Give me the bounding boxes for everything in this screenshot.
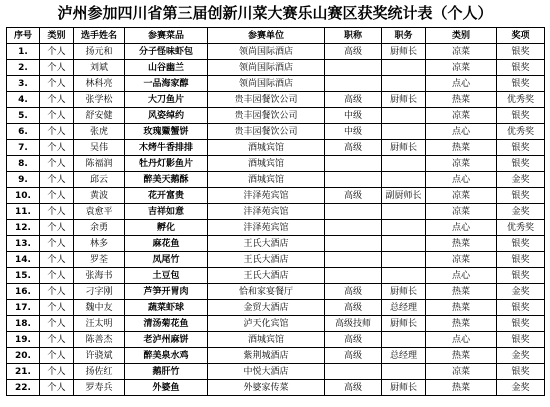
job-title-cell: [325, 220, 382, 236]
award-cell: 银奖: [497, 316, 545, 332]
dish-name-cell: 山谷幽兰: [125, 60, 208, 76]
table-row: [7, 124, 545, 140]
contestant-name-cell: 陈福润: [74, 156, 125, 172]
table-row: [7, 140, 545, 156]
position-cell: 厨师长: [382, 380, 426, 396]
row-number-cell: 9.: [7, 172, 40, 188]
job-title-cell: 高级: [325, 92, 382, 108]
entrant-unit-cell: 外婆家传菜: [208, 380, 325, 396]
row-number-cell: 13.: [7, 236, 40, 252]
job-title-cell: 中级: [325, 124, 382, 140]
entry-type-cell: 个人: [40, 252, 74, 268]
award-cell: 银奖: [497, 364, 545, 380]
job-title-cell: [325, 156, 382, 172]
dish-category-cell: 点心: [426, 268, 497, 284]
dish-category-cell: 点心: [426, 124, 497, 140]
entry-type-cell: 个人: [40, 172, 74, 188]
dish-category-cell: 点心: [426, 332, 497, 348]
dish-name-cell: 玫瑰鱀蟹饼: [125, 124, 208, 140]
job-title-cell: 高级: [325, 348, 382, 364]
dish-name-cell: 醉美泉水鸡: [125, 348, 208, 364]
row-number-cell: 17.: [7, 300, 40, 316]
header-cell-duty: 职务: [382, 28, 426, 44]
contestant-name-cell: 邱云: [74, 172, 125, 188]
contestant-name-cell: 刘斌: [74, 60, 125, 76]
award-cell: 银奖: [497, 156, 545, 172]
table-row: [7, 268, 545, 284]
entrant-unit-cell: 沣泽苑宾馆: [208, 188, 325, 204]
entry-type-cell: 个人: [40, 316, 74, 332]
entrant-unit-cell: 沣泽苑宾馆: [208, 204, 325, 220]
position-cell: [382, 364, 426, 380]
entrant-unit-cell: 沣泽苑宾馆: [208, 220, 325, 236]
entry-type-cell: 个人: [40, 380, 74, 396]
awards-table: [6, 27, 545, 396]
row-number-cell: 4.: [7, 92, 40, 108]
position-cell: 厨师长: [382, 44, 426, 60]
award-cell: 银奖: [497, 188, 545, 204]
job-title-cell: [325, 268, 382, 284]
position-cell: [382, 60, 426, 76]
entrant-unit-cell: 贵丰园餐饮公司: [208, 108, 325, 124]
position-cell: 副厨师长: [382, 188, 426, 204]
entry-type-cell: 个人: [40, 92, 74, 108]
header-cell-title: 职称: [325, 28, 382, 44]
award-cell: 银奖: [497, 108, 545, 124]
award-cell: 银奖: [497, 252, 545, 268]
table-row: [7, 204, 545, 220]
job-title-cell: [325, 364, 382, 380]
contestant-name-cell: 扬佐红: [74, 364, 125, 380]
contestant-name-cell: 林科亮: [74, 76, 125, 92]
row-number-cell: 16.: [7, 284, 40, 300]
entrant-unit-cell: 金贸大酒店: [208, 300, 325, 316]
row-number-cell: 3.: [7, 76, 40, 92]
job-title-cell: 中级: [325, 108, 382, 124]
entrant-unit-cell: 领尚国际酒店: [208, 60, 325, 76]
position-cell: 厨师长: [382, 316, 426, 332]
entrant-unit-cell: 贵丰园餐饮公司: [208, 124, 325, 140]
row-number-cell: 15.: [7, 268, 40, 284]
entrant-unit-cell: 领尚国际酒店: [208, 44, 325, 60]
job-title-cell: [325, 76, 382, 92]
header-cell-category: 类别: [426, 28, 497, 44]
contestant-name-cell: 罗寿兵: [74, 380, 125, 396]
contestant-name-cell: 张学松: [74, 92, 125, 108]
dish-category-cell: 凉菜: [426, 364, 497, 380]
entry-type-cell: 个人: [40, 236, 74, 252]
contestant-name-cell: 罗荃: [74, 252, 125, 268]
row-number-cell: 20.: [7, 348, 40, 364]
entry-type-cell: 个人: [40, 268, 74, 284]
table-row: [7, 380, 545, 396]
job-title-cell: 高级: [325, 284, 382, 300]
position-cell: [382, 156, 426, 172]
table-row: [7, 252, 545, 268]
award-cell: 银奖: [497, 332, 545, 348]
dish-category-cell: 热菜: [426, 300, 497, 316]
position-cell: [382, 236, 426, 252]
entrant-unit-cell: 恰和家宴餐厅: [208, 284, 325, 300]
table-body: [7, 44, 545, 396]
header-cell-dish: 参赛菜品: [125, 28, 208, 44]
dish-name-cell: 外婆鱼: [125, 380, 208, 396]
entrant-unit-cell: 酒城宾馆: [208, 332, 325, 348]
contestant-name-cell: 陈善杰: [74, 332, 125, 348]
dish-name-cell: 老泸州麻饼: [125, 332, 208, 348]
entrant-unit-cell: 领尚国际酒店: [208, 76, 325, 92]
dish-category-cell: 凉菜: [426, 188, 497, 204]
table-row: [7, 236, 545, 252]
entry-type-cell: 个人: [40, 348, 74, 364]
award-cell: 银奖: [497, 60, 545, 76]
header-cell-award: 奖项: [497, 28, 545, 44]
dish-name-cell: 孵化: [125, 220, 208, 236]
table-row: [7, 156, 545, 172]
row-number-cell: 19.: [7, 332, 40, 348]
table-row: [7, 92, 545, 108]
entry-type-cell: 个人: [40, 204, 74, 220]
row-number-cell: 1.: [7, 44, 40, 60]
contestant-name-cell: 袁愈平: [74, 204, 125, 220]
table-row: [7, 348, 545, 364]
contestant-name-cell: 舒安健: [74, 108, 125, 124]
entrant-unit-cell: 贵丰园餐饮公司: [208, 92, 325, 108]
position-cell: 厨师长: [382, 284, 426, 300]
contestant-name-cell: 黄波: [74, 188, 125, 204]
row-number-cell: 14.: [7, 252, 40, 268]
dish-name-cell: 芦笋开胃肉: [125, 284, 208, 300]
header-cell-type: 类别: [40, 28, 74, 44]
dish-category-cell: 凉菜: [426, 204, 497, 220]
entry-type-cell: 个人: [40, 60, 74, 76]
position-cell: [382, 76, 426, 92]
dish-category-cell: 热菜: [426, 236, 497, 252]
job-title-cell: 高级: [325, 44, 382, 60]
award-cell: 银奖: [497, 44, 545, 60]
table-row: [7, 332, 545, 348]
award-cell: 金奖: [497, 204, 545, 220]
award-cell: 银奖: [497, 300, 545, 316]
header-row: [7, 28, 545, 44]
row-number-cell: 10.: [7, 188, 40, 204]
entrant-unit-cell: 泸天化宾馆: [208, 316, 325, 332]
row-number-cell: 7.: [7, 140, 40, 156]
dish-category-cell: 凉菜: [426, 252, 497, 268]
award-cell: 金奖: [497, 284, 545, 300]
entry-type-cell: 个人: [40, 284, 74, 300]
position-cell: 厨师长: [382, 140, 426, 156]
job-title-cell: 高级: [325, 188, 382, 204]
contestant-name-cell: 魏中友: [74, 300, 125, 316]
dish-name-cell: 醉美天鹅酥: [125, 172, 208, 188]
entry-type-cell: 个人: [40, 332, 74, 348]
job-title-cell: 高级技师: [325, 316, 382, 332]
job-title-cell: 高级: [325, 140, 382, 156]
table-row: [7, 44, 545, 60]
job-title-cell: [325, 204, 382, 220]
row-number-cell: 5.: [7, 108, 40, 124]
position-cell: [382, 124, 426, 140]
position-cell: [382, 172, 426, 188]
row-number-cell: 2.: [7, 60, 40, 76]
dish-name-cell: 分子怪味虾包: [125, 44, 208, 60]
award-cell: 银奖: [497, 268, 545, 284]
award-cell: 优秀奖: [497, 124, 545, 140]
dish-name-cell: 麻花鱼: [125, 236, 208, 252]
award-cell: 优秀奖: [497, 92, 545, 108]
header-cell-name: 选手姓名: [74, 28, 125, 44]
entrant-unit-cell: 王氏大酒店: [208, 268, 325, 284]
table-row: [7, 172, 545, 188]
award-cell: 银奖: [497, 236, 545, 252]
job-title-cell: [325, 236, 382, 252]
dish-category-cell: 热菜: [426, 284, 497, 300]
table-row: [7, 316, 545, 332]
row-number-cell: 22.: [7, 380, 40, 396]
position-cell: [382, 108, 426, 124]
dish-category-cell: 热菜: [426, 140, 497, 156]
contestant-name-cell: 吴伟: [74, 140, 125, 156]
dish-name-cell: 土豆包: [125, 268, 208, 284]
dish-name-cell: 吉祥如意: [125, 204, 208, 220]
job-title-cell: [325, 172, 382, 188]
job-title-cell: 高级: [325, 332, 382, 348]
dish-name-cell: 鹅肝竹: [125, 364, 208, 380]
position-cell: [382, 332, 426, 348]
table-row: [7, 76, 545, 92]
entry-type-cell: 个人: [40, 364, 74, 380]
contestant-name-cell: 许骁斌: [74, 348, 125, 364]
table-row: [7, 364, 545, 380]
dish-category-cell: 凉菜: [426, 108, 497, 124]
row-number-cell: 11.: [7, 204, 40, 220]
dish-category-cell: 凉菜: [426, 44, 497, 60]
dish-name-cell: 一品海家醇: [125, 76, 208, 92]
dish-category-cell: 点心: [426, 172, 497, 188]
entry-type-cell: 个人: [40, 140, 74, 156]
dish-category-cell: 热菜: [426, 380, 497, 396]
award-cell: 优秀奖: [497, 220, 545, 236]
contestant-name-cell: 张海书: [74, 268, 125, 284]
job-title-cell: [325, 252, 382, 268]
entry-type-cell: 个人: [40, 156, 74, 172]
entrant-unit-cell: 王氏大酒店: [208, 236, 325, 252]
dish-name-cell: 清汤菊花鱼: [125, 316, 208, 332]
award-cell: 银奖: [497, 140, 545, 156]
row-number-cell: 21.: [7, 364, 40, 380]
row-number-cell: 8.: [7, 156, 40, 172]
dish-name-cell: 风姿绰约: [125, 108, 208, 124]
job-title-cell: 高级: [325, 380, 382, 396]
entry-type-cell: 个人: [40, 300, 74, 316]
dish-category-cell: 凉菜: [426, 156, 497, 172]
position-cell: [382, 268, 426, 284]
document-title: 泸州参加四川省第三届创新川菜大赛乐山赛区获奖统计表（个人）: [57, 4, 493, 22]
table-row: [7, 60, 545, 76]
contestant-name-cell: 刁字刚: [74, 284, 125, 300]
entry-type-cell: 个人: [40, 188, 74, 204]
dish-name-cell: 牡丹灯影鱼片: [125, 156, 208, 172]
entrant-unit-cell: 紫荆城酒店: [208, 348, 325, 364]
row-number-cell: 6.: [7, 124, 40, 140]
entry-type-cell: 个人: [40, 76, 74, 92]
position-cell: [382, 204, 426, 220]
award-cell: 金奖: [497, 380, 545, 396]
award-cell: 金奖: [497, 172, 545, 188]
position-cell: 厨师长: [382, 92, 426, 108]
position-cell: 总经理: [382, 300, 426, 316]
table-row: [7, 188, 545, 204]
dish-category-cell: 凉菜: [426, 60, 497, 76]
position-cell: [382, 252, 426, 268]
dish-category-cell: 热菜: [426, 348, 497, 364]
position-cell: 总经理: [382, 348, 426, 364]
header-cell-unit: 参赛单位: [208, 28, 325, 44]
position-cell: [382, 220, 426, 236]
table-row: [7, 220, 545, 236]
table-row: [7, 300, 545, 316]
entrant-unit-cell: 中悦大酒店: [208, 364, 325, 380]
job-title-cell: [325, 60, 382, 76]
dish-name-cell: 大刀鱼片: [125, 92, 208, 108]
entrant-unit-cell: 酒城宾馆: [208, 156, 325, 172]
dish-name-cell: 蔬菜虾球: [125, 300, 208, 316]
job-title-cell: 高级: [325, 300, 382, 316]
entrant-unit-cell: 酒城宾馆: [208, 140, 325, 156]
entrant-unit-cell: 酒城宾馆: [208, 172, 325, 188]
contestant-name-cell: 林多: [74, 236, 125, 252]
award-cell: 金奖: [497, 348, 545, 364]
dish-category-cell: 点心: [426, 220, 497, 236]
table-row: [7, 284, 545, 300]
dish-name-cell: 凤尾竹: [125, 252, 208, 268]
dish-name-cell: 花开富贵: [125, 188, 208, 204]
entry-type-cell: 个人: [40, 124, 74, 140]
contestant-name-cell: 余勇: [74, 220, 125, 236]
header-cell-no: 序号: [7, 28, 40, 44]
dish-category-cell: 热菜: [426, 316, 497, 332]
contestant-name-cell: 汪太明: [74, 316, 125, 332]
contestant-name-cell: 扬元和: [74, 44, 125, 60]
entry-type-cell: 个人: [40, 44, 74, 60]
dish-category-cell: 热菜: [426, 92, 497, 108]
dish-category-cell: 点心: [426, 76, 497, 92]
award-cell: 银奖: [497, 76, 545, 92]
table-row: [7, 108, 545, 124]
entry-type-cell: 个人: [40, 220, 74, 236]
contestant-name-cell: 张虎: [74, 124, 125, 140]
row-number-cell: 12.: [7, 220, 40, 236]
entrant-unit-cell: 王氏大酒店: [208, 252, 325, 268]
row-number-cell: 18.: [7, 316, 40, 332]
entry-type-cell: 个人: [40, 108, 74, 124]
dish-name-cell: 木烤牛香排排: [125, 140, 208, 156]
